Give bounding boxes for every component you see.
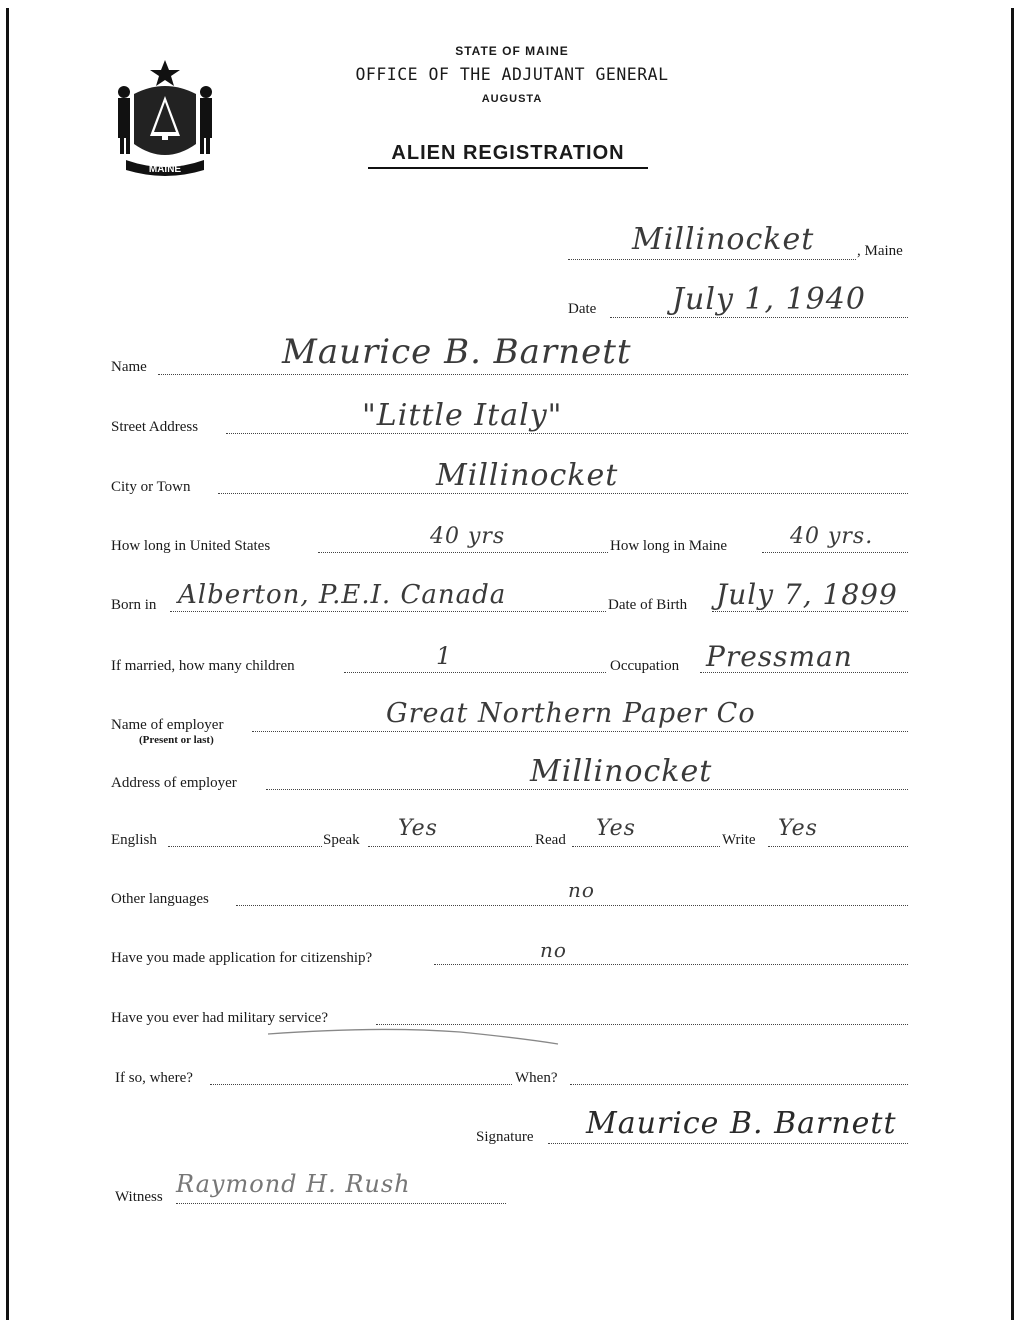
how-long-maine-line	[762, 552, 908, 553]
witness-line	[176, 1203, 506, 1204]
citizenship-value: no	[540, 938, 567, 962]
children-label: If married, how many children	[111, 658, 295, 674]
state-heading: STATE OF MAINE	[455, 44, 569, 58]
office-heading: OFFICE OF THE ADJUTANT GENERAL	[355, 65, 669, 84]
employer-address-label: Address of employer	[111, 775, 237, 791]
signature-value: Maurice B. Barnett	[586, 1106, 897, 1141]
date-value: July 1, 1940	[672, 282, 866, 317]
employer-name-line	[252, 731, 908, 732]
write-value: Yes	[778, 816, 818, 841]
date-of-birth-label: Date of Birth	[608, 597, 688, 613]
form-title: ALIEN REGISTRATION	[368, 142, 648, 169]
employer-name-value: Great Northern Paper Co	[386, 698, 756, 729]
other-languages-line	[236, 905, 908, 906]
pencil-stroke	[260, 1024, 560, 1054]
witness-value: Raymond H. Rush	[176, 1170, 411, 1198]
seal-banner-text: MAINE	[148, 164, 182, 175]
military-label: Have you ever had military service?	[111, 1010, 328, 1026]
write-label: Write	[722, 832, 756, 848]
english-line	[168, 846, 322, 847]
citizenship-line	[434, 964, 908, 965]
born-in-value: Alberton, P.E.I. Canada	[178, 580, 507, 610]
read-line	[572, 846, 720, 847]
maine-label: , Maine	[857, 243, 903, 259]
where-label: If so, where?	[115, 1070, 193, 1086]
where-line	[210, 1084, 512, 1085]
name-line	[158, 374, 908, 375]
when-line	[570, 1084, 908, 1085]
how-long-us-label: How long in United States	[111, 538, 271, 554]
date-of-birth-line	[712, 611, 908, 612]
employer-address-value: Millinocket	[530, 754, 713, 789]
write-line	[768, 846, 908, 847]
street-address-line	[226, 433, 908, 434]
street-address-label: Street Address	[111, 419, 199, 435]
read-label: Read	[535, 832, 566, 848]
signature-line	[548, 1143, 908, 1144]
employer-name-label: Name of employer	[111, 717, 224, 733]
speak-line	[368, 846, 532, 847]
date-line	[610, 317, 908, 318]
name-label: Name	[111, 359, 147, 375]
when-label: When?	[515, 1070, 558, 1086]
english-label: English	[111, 832, 157, 848]
speak-label: Speak	[323, 832, 360, 848]
born-in-line	[170, 611, 606, 612]
city-town-label: City or Town	[111, 479, 191, 495]
how-long-us-value: 40 yrs	[430, 524, 506, 549]
name-value: Maurice B. Barnett	[282, 332, 632, 372]
children-value: 1	[436, 642, 453, 670]
city-town-value: Millinocket	[436, 458, 619, 493]
occupation-label: Occupation	[610, 658, 680, 674]
town-line	[568, 259, 856, 260]
how-long-us-line	[318, 552, 608, 553]
how-long-maine-value: 40 yrs.	[790, 524, 874, 549]
date-label: Date	[568, 301, 597, 317]
city-heading: AUGUSTA	[481, 93, 543, 105]
signature-label: Signature	[476, 1129, 534, 1145]
witness-label: Witness	[115, 1189, 163, 1205]
occupation-value: Pressman	[706, 640, 853, 673]
city-town-line	[218, 493, 908, 494]
children-line	[344, 672, 606, 673]
employer-address-line	[266, 789, 908, 790]
citizenship-label: Have you made application for citizenship?	[111, 950, 373, 966]
speak-value: Yes	[398, 816, 438, 841]
other-languages-value: no	[568, 878, 595, 902]
employer-name-note: (Present or last)	[139, 734, 214, 746]
date-of-birth-value: July 7, 1899	[716, 578, 898, 611]
town-value: Millinocket	[632, 222, 815, 257]
street-address-value: "Little Italy"	[362, 398, 563, 433]
other-languages-label: Other languages	[111, 891, 209, 907]
read-value: Yes	[596, 816, 636, 841]
how-long-maine-label: How long in Maine	[610, 538, 728, 554]
born-in-label: Born in	[111, 597, 157, 613]
